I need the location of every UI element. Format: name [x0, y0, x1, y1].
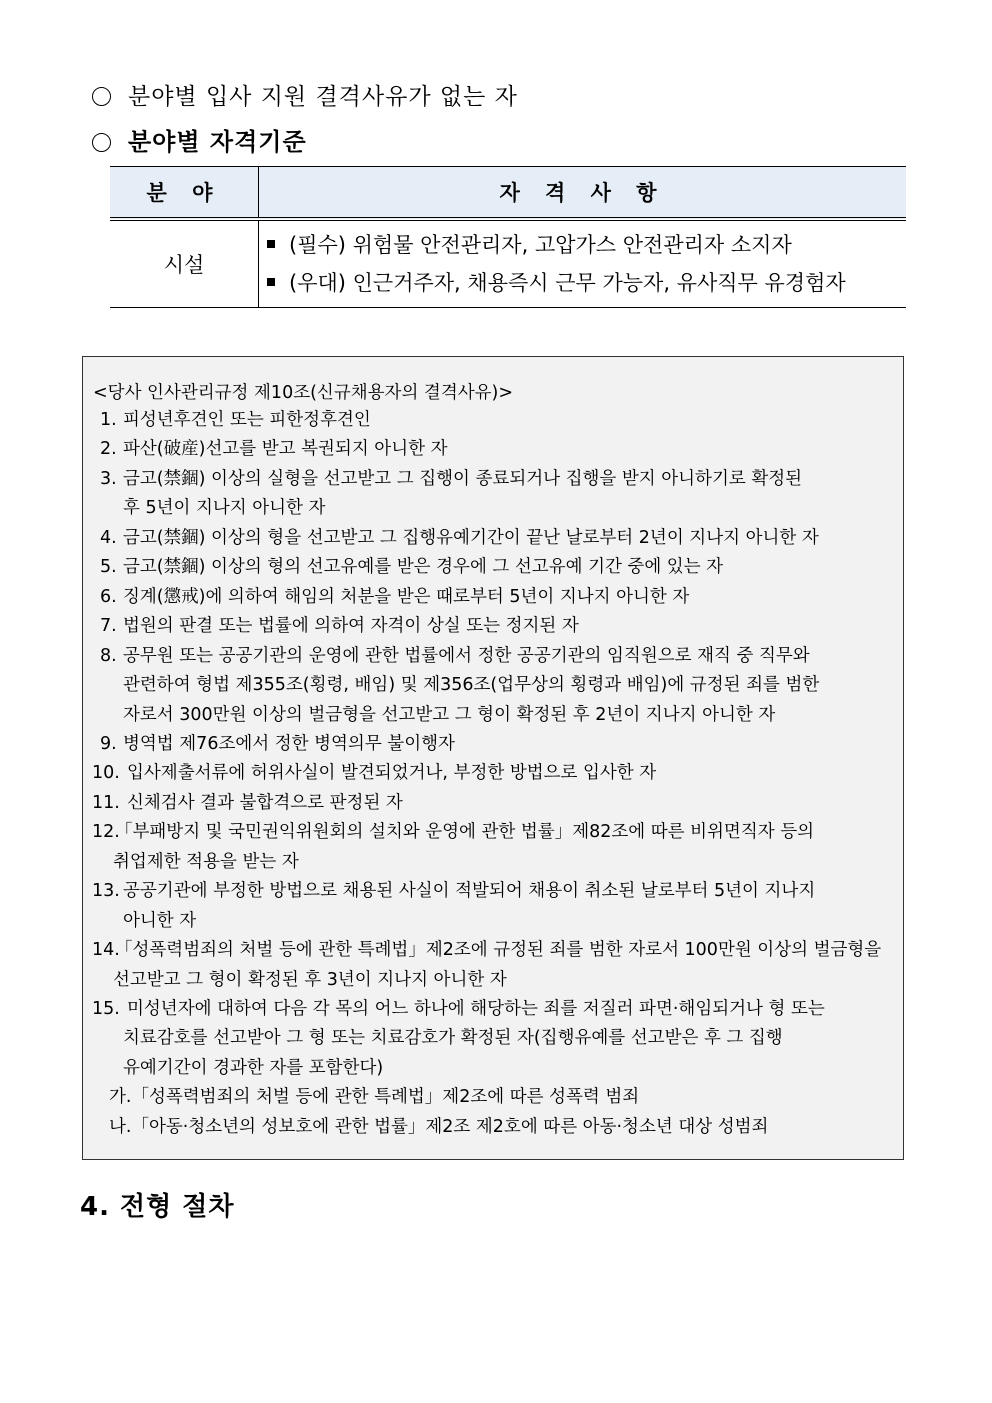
regulation-item-line: 관련하여 형법 제355조(횡령, 배임) 및 제356조(업무상의 횡령과 배임)에 규정된 죄를 범한 [123, 675, 820, 696]
regulation-subitem: 가.「성폭력범죄의 처벌 등에 관한 특례법」제2조에 따른 성폭력 범죄 [109, 1087, 640, 1108]
regulation-item-line: 「부패방지 및 국민권익위원회의 설치와 운영에 관한 법률」제82조에 따른 비위면직자 등의 [115, 822, 815, 843]
regulation-item-number: 15. [92, 999, 120, 1019]
regulation-item-number: 11. [92, 792, 120, 813]
regulation-item-line: 후 5년이 지나지 아니한 자 [123, 498, 326, 519]
regulation-item-line: 입사제출서류에 허위사실이 발견되었거나, 부정한 방법으로 입사한 자 [127, 763, 657, 784]
qualification-row [110, 219, 906, 308]
regulation-item-line: 파산(破産)선고를 받고 복권되지 아니한 자 [123, 439, 448, 460]
regulation-item-line: 법원의 판결 또는 법률에 의하여 자격이 상실 또는 정지된 자 [123, 616, 579, 637]
qualification-header-row [110, 167, 906, 220]
regulation-title: <당사 인사관리규정 제10조(신규채용자의 결격사유)> [93, 383, 514, 403]
regulation-item-number: 8. [100, 645, 117, 666]
square-bullet-icon [267, 240, 275, 248]
regulation-subitem: 나.「아동·청소년의 성보호에 관한 법률」제2조 제2호에 따른 아동·청소년 대상 성범죄 [109, 1116, 769, 1137]
qualification-item-preferred [267, 264, 906, 302]
field-cell: 시설 [110, 219, 259, 308]
header-field: 분 야 [110, 167, 259, 220]
regulation-item-number: 1. [100, 410, 117, 430]
regulation-item-number: 10. [92, 763, 120, 784]
regulation-item-number: 2. [100, 439, 117, 460]
regulation-item-line: 치료감호를 선고받아 그 형 또는 치료감호가 확정된 자(집행유예를 선고받은 후 그 집행 [123, 1028, 783, 1049]
regulation-item-number: 14. [92, 940, 120, 961]
section-title: 4. 전형 절차 [80, 1192, 235, 1222]
regulation-item-line: 금고(禁錮) 이상의 실형을 선고받고 그 집행이 종료되거나 집행을 받지 아니하기로 확정된 [123, 468, 803, 489]
regulation-item-line: 금고(禁錮) 이상의 형을 선고받고 그 집행유예기간이 끝난 날로부터 2년이 지나지 아니한 자 [123, 527, 819, 548]
regulation-item-line: 징계(懲戒)에 의하여 해임의 처분을 받은 때로부터 5년이 지나지 아니한 자 [123, 586, 690, 607]
intro-line-1 [92, 78, 518, 111]
regulation-item-line: 공공기관에 부정한 방법으로 채용된 사실이 적발되어 채용이 취소된 날로부터 5년이 지나지 [123, 881, 816, 902]
qualification-item-required [267, 226, 906, 264]
regulation-item-number: 5. [100, 557, 117, 578]
regulation-item-line: 금고(禁錮) 이상의 형의 선고유예를 받은 경우에 그 선고유예 기간 중에 있는 자 [123, 557, 724, 578]
intro-line-2 [92, 122, 307, 157]
intro-line-2-text: 분야별 자격기준 [128, 128, 307, 156]
regulation-item-number: 13. [92, 881, 120, 902]
header-qualifications: 자 격 사 항 [259, 167, 907, 220]
regulation-item-number: 12. [92, 822, 120, 843]
regulation-item-line: 유예기간이 경과한 자를 포함한다) [123, 1057, 384, 1078]
qualification-table [110, 166, 906, 308]
regulation-item-line: 병역법 제76조에서 정한 병역의무 불이행자 [123, 733, 455, 754]
regulation-item-line: 피성년후견인 또는 피한정후견인 [123, 410, 371, 430]
regulation-item-line: 자로서 300만원 이상의 벌금형을 선고받고 그 형이 확정된 후 2년이 지나지 아니한 자 [123, 704, 776, 725]
regulation-item-number: 3. [100, 468, 117, 489]
regulation-item-line: 선고받고 그 형이 확정된 후 3년이 지나지 아니한 자 [113, 969, 507, 990]
circle-bullet-icon [92, 87, 111, 106]
qualification-cell [259, 219, 907, 308]
circle-bullet-icon [92, 133, 111, 152]
regulation-item-line: 미성년자에 대하여 다음 각 목의 어느 하나에 해당하는 죄를 저질러 파면·해임되거나 형 또는 [127, 999, 825, 1019]
regulation-item-number: 4. [100, 527, 117, 548]
regulation-item-number: 6. [100, 586, 117, 607]
qualification-item-text: (필수) 위험물 안전관리자, 고압가스 안전관리자 소지자 [289, 233, 792, 257]
intro-line-1-text: 분야별 입사 지원 결격사유가 없는 자 [128, 84, 518, 110]
regulation-item-number: 9. [100, 733, 117, 754]
square-bullet-icon [267, 278, 275, 286]
qualification-item-text: (우대) 인근거주자, 채용즉시 근무 가능자, 유사직무 유경험자 [289, 271, 846, 295]
regulation-item-number: 7. [100, 616, 117, 637]
regulation-item-line: 「성폭력범죄의 처벌 등에 관한 특례법」제2조에 규정된 죄를 범한 자로서 100만원 이상의 벌금형을 [115, 940, 882, 961]
regulation-item-line: 아니한 자 [123, 910, 197, 931]
regulation-item-line: 신체검사 결과 불합격으로 판정된 자 [127, 792, 403, 813]
regulation-item-line: 공무원 또는 공공기관의 운영에 관한 법률에서 정한 공공기관의 임직원으로 재직 중 직무와 [123, 645, 810, 666]
regulation-item-line: 취업제한 적용을 받는 자 [113, 851, 299, 872]
regulation-box [82, 356, 904, 1160]
